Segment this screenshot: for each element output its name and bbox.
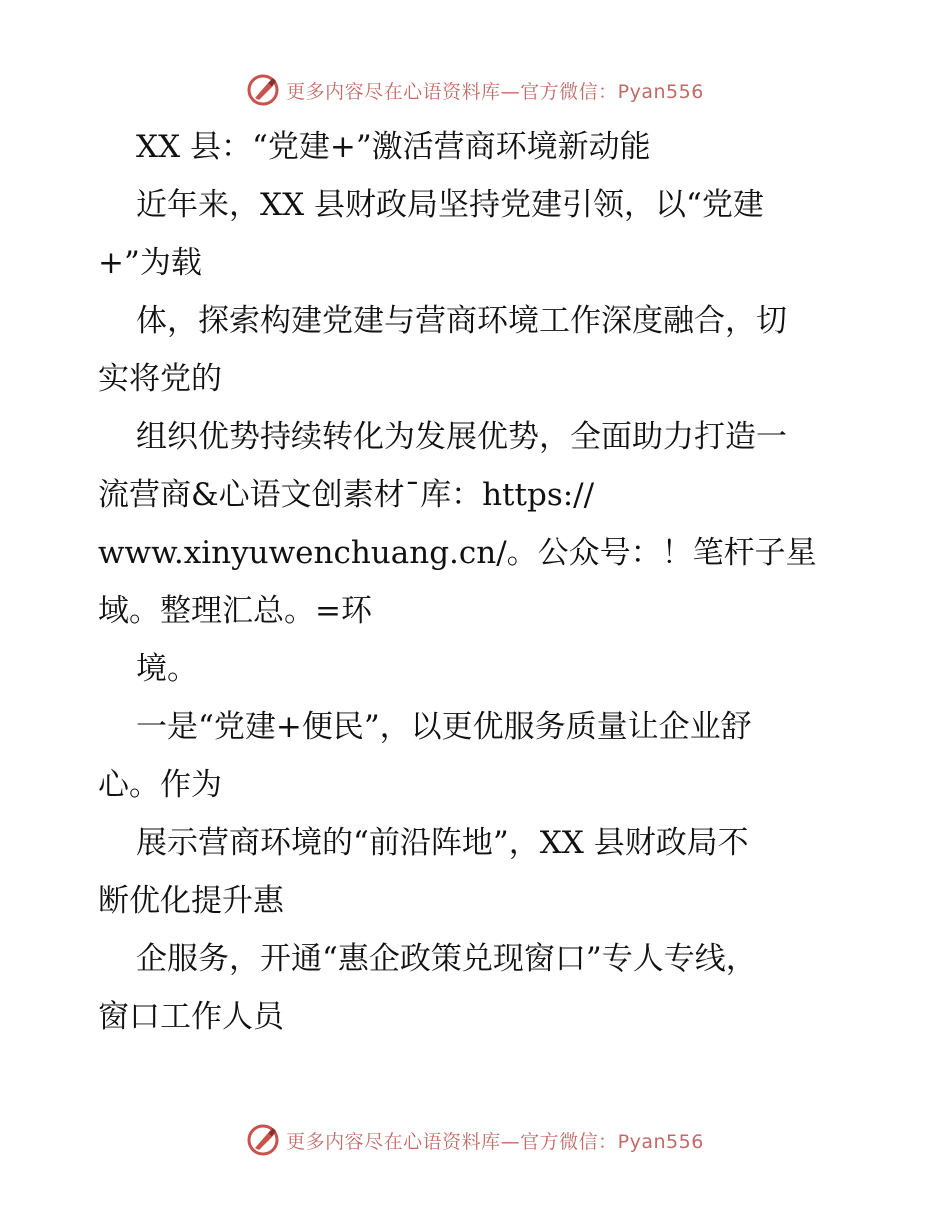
text-line: 实将党的: [98, 361, 222, 397]
text-line: 域。整理汇总。=环: [98, 593, 372, 629]
header-watermark-banner: [0, 70, 950, 110]
text-line: 近年来，XX 县财政局坚持党建引领，以“党建: [136, 187, 764, 223]
text-line: 断优化提升惠: [98, 883, 284, 919]
watermark-text: 更多内容尽在心语资料库—官方微信：Pyan556: [286, 1130, 704, 1153]
footer-watermark-banner: [0, 1120, 950, 1160]
text-line: 组织优势持续转化为发展优势，全面助力打造一: [136, 419, 787, 455]
text-line: 体，探索构建党建与营商环境工作深度融合，切: [136, 303, 787, 339]
text-line: 一是“党建+便民”，以更优服务质量让企业舒: [136, 709, 752, 745]
text-line: 流营商&心语文创素材¯库：https://: [98, 477, 595, 513]
document-body: [98, 118, 858, 1046]
text-line: 境。: [136, 651, 198, 687]
text-line: 企服务，开通“惠企政策兑现窗口”专人专线，: [136, 941, 757, 977]
text-line: 窗口工作人员: [98, 999, 284, 1035]
text-line: +”为载: [98, 245, 202, 281]
text-line: 心。作为: [98, 767, 222, 803]
text-line: www.xinyuwenchuang.cn/。公众号：！笔杆子星: [98, 535, 817, 571]
text-line: 展示营商环境的“前沿阵地”，XX 县财政局不: [136, 825, 749, 861]
watermark-text: 更多内容尽在心语资料库—官方微信：Pyan556: [286, 80, 704, 103]
pen-nib-logo-icon: [246, 73, 280, 107]
document-title: XX 县：“党建+”激活营商环境新动能: [136, 129, 651, 165]
pen-nib-logo-icon: [246, 1123, 280, 1157]
